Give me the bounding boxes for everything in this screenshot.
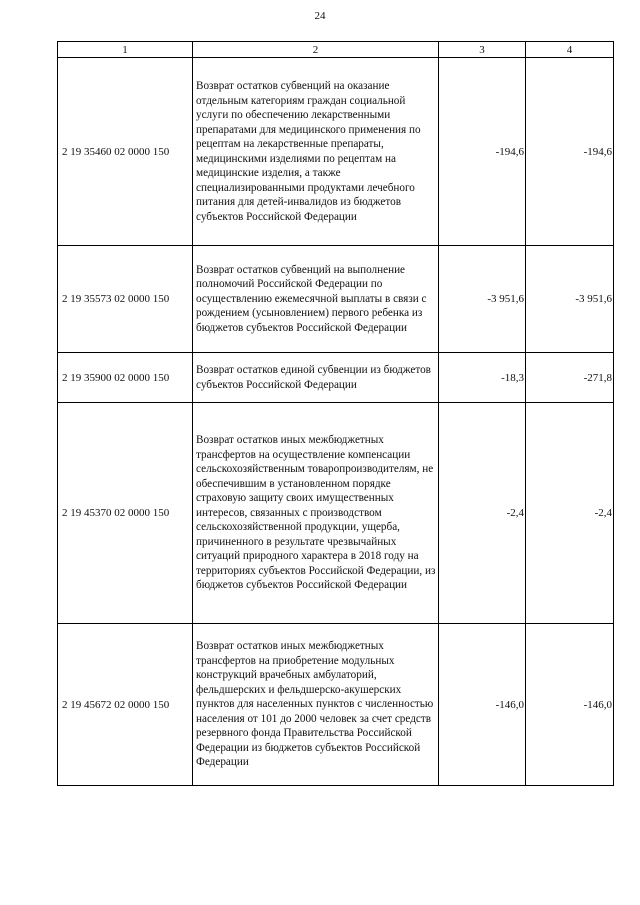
amount-cell-col4: -271,8 <box>526 353 614 403</box>
page-number: 24 <box>314 10 326 22</box>
table-row <box>58 246 614 353</box>
budget-code-cell: 2 19 35900 02 0000 150 <box>58 353 193 403</box>
budget-table <box>57 41 614 786</box>
description-text: Возврат остатков субвенций на оказание отдельным категориям граждан социальной услуги по обеспечению лекарственными препаратами для медицинского применения по рецептам на лекарственные препараты, медицинскими изделиями по рецептам на медицинские изделия, а также специализированными продуктами лечебного питания для детей-инвалидов из бюджетов субъектов Российской Федерации <box>196 80 421 223</box>
column-header: 2 <box>193 42 439 58</box>
description-text: Возврат остатков субвенций на выполнение полномочий Российской Федерации по осуществлению ежемесячной выплаты в связи с рождением (усыновлением) первого ребенка из бюджетов субъектов Российской Федерации <box>196 263 427 334</box>
description-cell <box>193 403 439 624</box>
column-header: 4 <box>526 42 614 58</box>
description-cell <box>193 624 439 786</box>
table-row <box>58 353 614 403</box>
description-text: Возврат остатков иных межбюджетных трансфертов на осуществление компенсации сельскохозяйственным товаропроизводителям, не обеспечившим в установленном порядке страховую защиту своих имущественных интересов, связанных с производством сельскохозяйственной продукции, ущерба, причиненного в результате чрезвычайных ситуаций природного характера в 2018 году на территориях субъектов Российской Федерации, из бюджетов субъектов Российской Федерации <box>196 434 436 592</box>
amount-cell-col3: -18,3 <box>439 353 526 403</box>
amount-cell-col3: -3 951,6 <box>439 246 526 353</box>
amount-cell-col4: -3 951,6 <box>526 246 614 353</box>
budget-code-cell: 2 19 45370 02 0000 150 <box>58 403 193 624</box>
description-text: Возврат остатков иных межбюджетных трансфертов на приобретение модульных конструкций врачебных амбулаторий, фельдшерских и фельдшерско-акушерских пунктов для населенных пунктов с численностью населения от 101 до 2000 человек за счет средств резервного фонда Правительства Российской Федерации из бюджетов субъектов Российской Федерации <box>196 640 434 769</box>
description-cell <box>193 246 439 353</box>
budget-code-cell: 2 19 35573 02 0000 150 <box>58 246 193 353</box>
table-row <box>58 624 614 786</box>
column-header: 3 <box>439 42 526 58</box>
column-header: 1 <box>58 42 193 58</box>
budget-code-cell: 2 19 45672 02 0000 150 <box>58 624 193 786</box>
table-row <box>58 58 614 246</box>
amount-cell-col3: -194,6 <box>439 58 526 246</box>
table-header-row <box>58 42 614 58</box>
amount-cell-col4: -2,4 <box>526 403 614 624</box>
amount-cell-col4: -146,0 <box>526 624 614 786</box>
budget-code-cell: 2 19 35460 02 0000 150 <box>58 58 193 246</box>
description-cell <box>193 353 439 403</box>
amount-cell-col4: -194,6 <box>526 58 614 246</box>
amount-cell-col3: -2,4 <box>439 403 526 624</box>
description-text: Возврат остатков единой субвенции из бюджетов субъектов Российской Федерации <box>196 364 431 391</box>
description-cell <box>193 58 439 246</box>
amount-cell-col3: -146,0 <box>439 624 526 786</box>
table-row <box>58 403 614 624</box>
